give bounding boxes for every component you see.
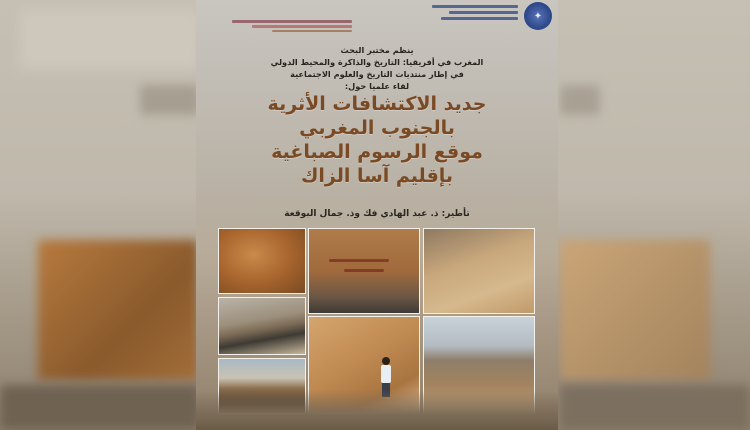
blurred-photo-left <box>38 240 198 380</box>
blurred-photo-right <box>560 240 710 380</box>
organizers-block <box>196 44 558 92</box>
faculty-logo <box>422 2 552 32</box>
plateau-escarpment-photo <box>218 297 306 355</box>
title-line: جديد الاكتشافات الأثرية <box>267 93 487 115</box>
blurred-text-left <box>20 10 200 70</box>
organizer-line: ينظم مختبر البحث <box>340 45 414 55</box>
blurred-landscape-right <box>560 385 750 430</box>
landscape-footer <box>196 390 558 430</box>
blurred-text-fragment-left <box>140 85 200 115</box>
organizer-line: في إطار منتديات التاريخ والعلوم الاجتماعية <box>290 69 464 79</box>
rock-surface-closeup-photo <box>423 228 535 314</box>
university-emblem-icon: ✦ <box>524 2 552 30</box>
title-line: بالجنوب المغربي <box>299 117 455 139</box>
organizer-line: لقاء علميا حول: <box>344 81 410 91</box>
faculty-logo-text <box>432 5 518 23</box>
organizer-line: المغرب في أفريقيا: التاريخ والذاكرة والمحيط الدولي <box>270 57 484 67</box>
title-line: بإقليم آسا الزاك <box>300 165 454 187</box>
poster-title <box>196 92 558 188</box>
blurred-text-fragment-right <box>560 85 600 115</box>
blurred-landscape-left <box>0 385 200 430</box>
rock-painting-panel-photo <box>308 228 420 314</box>
supervision-line: تأطير: ذ. عبد الهادي فك وذ. جمال البوقعة <box>284 209 470 219</box>
rock-art-overhang-photo <box>218 228 306 294</box>
lab-logo <box>208 4 358 30</box>
event-poster <box>196 0 558 430</box>
title-line: موقع الرسوم الصباغية <box>271 141 483 163</box>
